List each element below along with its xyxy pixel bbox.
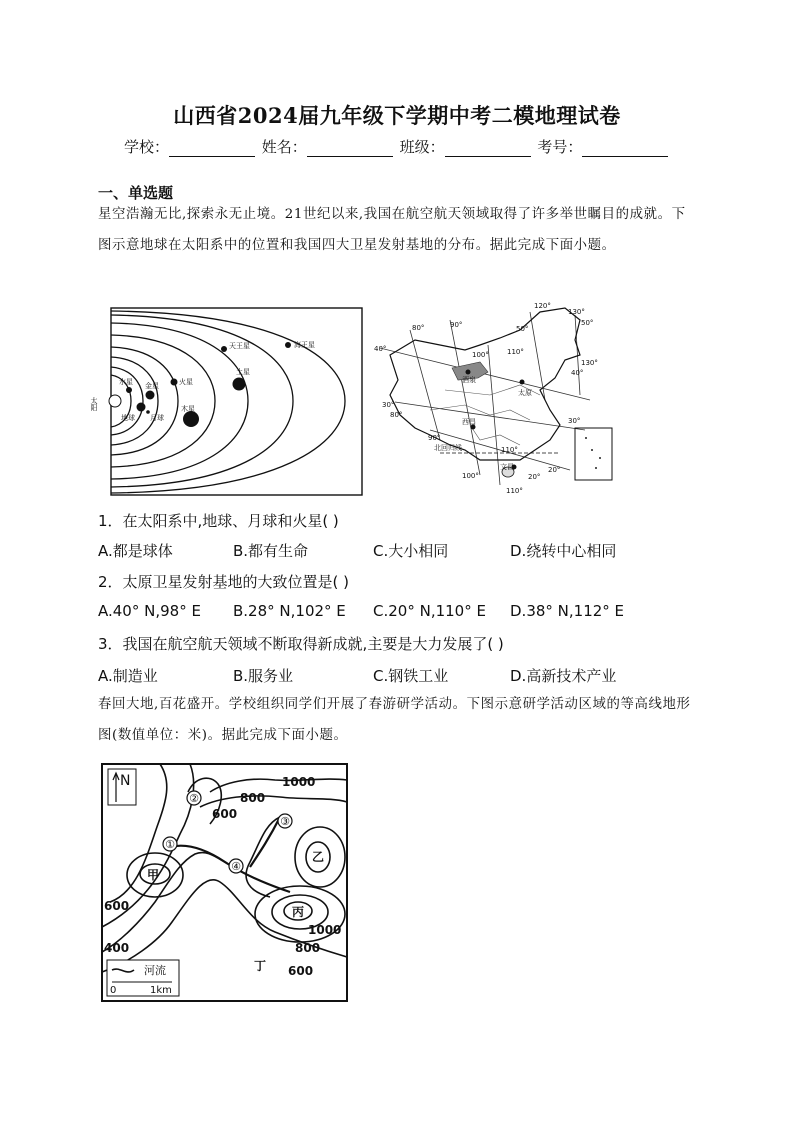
place-ding: 丁	[253, 959, 267, 973]
lon-label-80-low: 80°	[390, 411, 403, 419]
question-2: 2．太原卫星发射基地的大致位置是( )	[98, 573, 350, 591]
earth-dot	[137, 403, 146, 412]
passage-2: 春回大地,百花盛开。学校组织同学们开展了春游研学活动。下图示意研学活动区域的等高线地形图(数值单位：米)。据此完成下面小题。	[98, 697, 691, 743]
south-sea-inset	[575, 428, 612, 480]
name-blank[interactable]	[307, 140, 393, 157]
lon-label-100-mid: 100°	[472, 351, 489, 359]
lon-label-130-right: 130°	[581, 359, 598, 367]
point-3-label: ③	[280, 815, 290, 828]
place-jia: 甲	[146, 868, 160, 882]
sun-label: 太阳	[90, 397, 98, 411]
q2-option-a[interactable]: A.40° N,98° E	[98, 602, 201, 620]
passage-1: 星空浩瀚无比,探索永无止境。21世纪以来,我国在航空航天领域取得了许多举世瞩目的成就。下图示意地球在太阳系中的位置和我国四大卫星发射基地的分布。据此完成下面小题。	[98, 207, 686, 253]
neptune-dot	[285, 342, 291, 348]
lon-label-110-bottom: 110°	[506, 487, 523, 495]
taiyuan-dot	[520, 380, 525, 385]
point-2-label: ②	[189, 792, 199, 805]
jiuquan-label: 酒泉	[462, 376, 476, 384]
lat-label-30-left: 30°	[382, 401, 395, 409]
lon-label-110-low: 110°	[501, 446, 518, 454]
name-label: 姓名：	[261, 138, 307, 156]
place-yi: 乙	[311, 850, 325, 864]
class-label: 班级：	[399, 138, 445, 156]
lat-label-50-left: 50°	[516, 325, 529, 333]
lon-label-110-mid: 110°	[507, 348, 524, 356]
q3-option-b[interactable]: B.服务业	[233, 667, 294, 685]
contour-label-400: 400	[104, 941, 130, 955]
q3-option-a[interactable]: A.制造业	[98, 667, 158, 685]
jupiter-label: 木星	[181, 405, 195, 413]
earth-label: 地球	[121, 414, 135, 422]
neptune-label: 海王星	[294, 341, 315, 349]
jupiter-dot	[183, 411, 199, 427]
question-3: 3．我国在航空航天领域不断取得新成就,主要是大力发展了( )	[98, 635, 504, 653]
q2-option-d[interactable]: D.38° N,112° E	[510, 602, 625, 620]
jiuquan-dot	[466, 370, 471, 375]
student-info-line	[124, 136, 670, 157]
contour-label-600-left: 600	[104, 899, 130, 913]
lat-label-40-left: 40°	[374, 345, 387, 353]
mars-label: 火星	[179, 378, 193, 386]
mars-dot	[171, 379, 178, 386]
north-label: N	[120, 773, 131, 789]
lon-label-130-top: 130°	[568, 308, 585, 316]
lon-label-90-top: 90°	[450, 321, 463, 329]
school-label: 学校：	[124, 138, 170, 156]
contour-label-600-top: 600	[212, 807, 238, 821]
point-4-label: ④	[231, 860, 241, 873]
q3-option-d[interactable]: D.高新技术产业	[510, 667, 617, 685]
planets	[109, 342, 291, 427]
taiyuan-label: 太原	[518, 389, 532, 397]
q2-option-c[interactable]: C.20° N,110° E	[373, 602, 486, 620]
scale-km: 1km	[150, 985, 172, 996]
contour-map-figure	[100, 762, 350, 1004]
lat-label-20-low: 20°	[528, 473, 541, 481]
saturn-dot	[233, 378, 246, 391]
page-title: 山西省2024届九年级下学期中考二模地理试卷	[173, 103, 621, 128]
china-launch-site-map	[370, 300, 615, 500]
point-1-label: ①	[165, 838, 175, 851]
mercury-dot	[126, 387, 132, 393]
solar-system-figure	[90, 307, 363, 497]
q1-option-b[interactable]: B.都有生命	[233, 542, 309, 560]
q1-option-c[interactable]: C.大小相同	[373, 542, 449, 560]
uranus-label: 天王星	[229, 342, 250, 350]
number-blank[interactable]	[582, 140, 668, 157]
moon-label: 月球	[150, 414, 164, 422]
q1-option-a[interactable]: A.都是球体	[98, 542, 173, 560]
lat-label-40-right: 40°	[571, 369, 584, 377]
xichang-label: 西昌	[462, 418, 476, 426]
wenchang-label: 文昌	[500, 463, 514, 471]
mercury-label: 水星	[119, 378, 133, 386]
contour-label-800-top: 800	[240, 791, 266, 805]
school-blank[interactable]	[169, 140, 255, 157]
tropic-label: 北回归线	[434, 444, 462, 452]
number-label: 考号：	[537, 138, 583, 156]
section-heading: 一、单选题	[98, 184, 174, 202]
class-blank[interactable]	[445, 140, 531, 157]
q2-option-b[interactable]: B.28° N,102° E	[233, 602, 346, 620]
contour-label-800-bing: 800	[295, 941, 321, 955]
contour-label-1000-top: 1000	[282, 775, 316, 789]
place-bing: 丙	[291, 905, 305, 919]
contour-label-600-bing: 600	[288, 964, 314, 978]
question-1: 1．在太阳系中,地球、月球和火星( )	[98, 512, 339, 530]
lat-label-50-right: 50°	[581, 319, 594, 327]
lon-label-120-top: 120°	[534, 302, 551, 310]
contour-label-1000-bing: 1000	[308, 923, 342, 937]
lat-label-20-right: 20°	[548, 466, 561, 474]
lat-label-30-right: 30°	[568, 417, 581, 425]
venus-dot	[146, 391, 155, 400]
legend-river-label: 河流	[144, 964, 166, 977]
q1-option-d[interactable]: D.绕转中心相同	[510, 542, 617, 560]
lon-label-100-low: 100°	[462, 472, 479, 480]
scale-zero: 0	[110, 985, 117, 996]
q3-option-c[interactable]: C.钢铁工业	[373, 667, 449, 685]
lon-label-80-top: 80°	[412, 324, 425, 332]
venus-label: 金星	[145, 382, 159, 390]
uranus-dot	[221, 346, 227, 352]
saturn-label: 土星	[236, 368, 250, 376]
lon-label-90-low: 90°	[428, 434, 441, 442]
